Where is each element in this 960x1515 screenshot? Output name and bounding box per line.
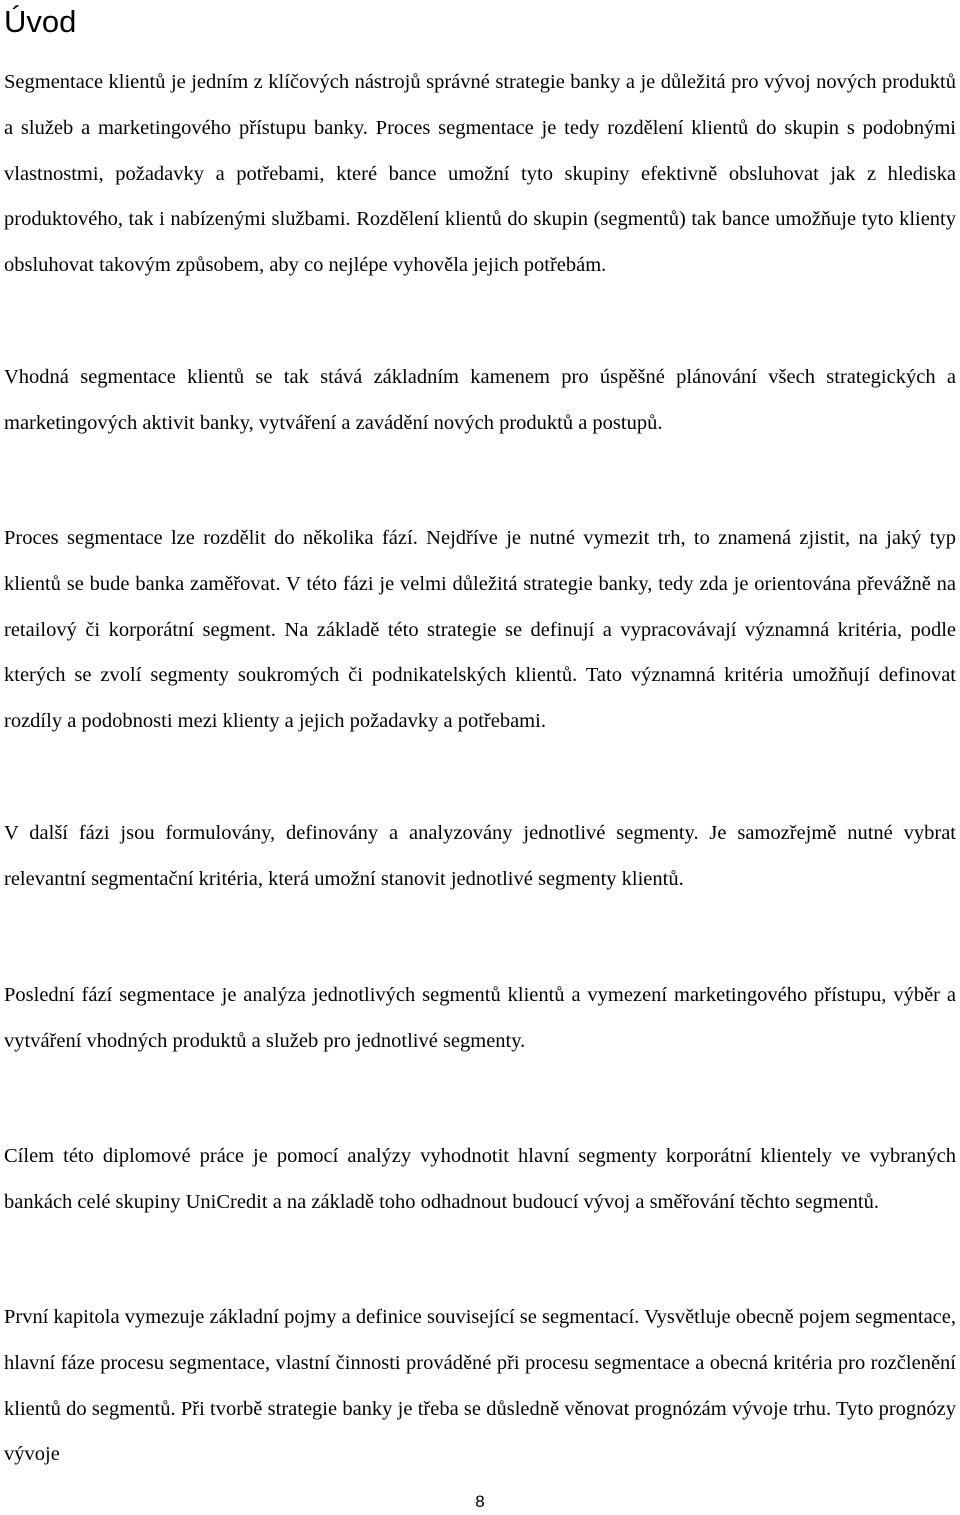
paragraph-1: Segmentace klientů je jedním z klíčových nástrojů správné strategie banky a je důležitá pro vývoj nových produktů a služeb a marketingového přístupu banky. Proces segmentace je tedy rozdělení klientů do skupin s podobnými vlastnostmi, požadavky a potřebami, které bance umožní tyto skupiny efektivně obsluhovat jak z hlediska produktového, tak i nabízenými službami. Rozdělení klientů do skupin (segmentů) tak bance umožňuje tyto klienty obsluhovat takovým způsobem, aby co nejlépe vyhověla jejich potřebám. xyxy=(4,71,956,277)
paragraph-2: Vhodná segmentace klientů se tak stává základním kamenem pro úspěšné plánování všech strategických a marketingových aktivit banky, vytváření a zavádění nových produktů a postupů. xyxy=(4,366,956,434)
paragraph-3: Proces segmentace lze rozdělit do několika fází. Nejdříve je nutné vymezit trh, to znamená zjistit, na jaký typ klientů se bude banka zaměřovat. V této fázi je velmi důležitá strategie banky, tedy zda je orientována převážně na retailový či korporátní segment. Na základě této strategie se definují a vypracovávají významná kritéria, podle kterých se zvolí segmenty soukromých či podnikatelských klientů. Tato významná kritéria umožňují definovat rozdíly a podobnosti mezi klienty a jejich požadavky a potřebami. xyxy=(4,527,956,733)
section-heading: Úvod xyxy=(4,4,77,39)
paragraph-6: Cílem této diplomové práce je pomocí analýzy vyhodnotit hlavní segmenty korporátní klientely ve vybraných bankách celé skupiny UniCredit a na základě toho odhadnout budoucí vývoj a směřování těchto segmentů. xyxy=(4,1145,956,1213)
page-number: 8 xyxy=(475,1492,485,1511)
paragraph-4: V další fázi jsou formulovány, definovány a analyzovány jednotlivé segmenty. Je samozřejmě nutné vybrat relevantní segmentační kritéria, která umožní stanovit jednotlivé segmenty klientů. xyxy=(4,822,956,890)
paragraph-5: Poslední fází segmentace je analýza jednotlivých segmentů klientů a vymezení marketingového přístupu, výběr a vytváření vhodných produktů a služeb pro jednotlivé segmenty. xyxy=(4,984,956,1052)
paragraph-7: První kapitola vymezuje základní pojmy a definice související se segmentací. Vysvětluje obecně pojem segmentace, hlavní fáze procesu segmentace, vlastní činnosti prováděné při procesu segmentace a obecná kritéria pro rozčlenění klientů do segmentů. Při tvorbě strategie banky je třeba se důsledně věnovat prognózám vývoje trhu. Tyto prognózy vývoje xyxy=(4,1306,957,1466)
